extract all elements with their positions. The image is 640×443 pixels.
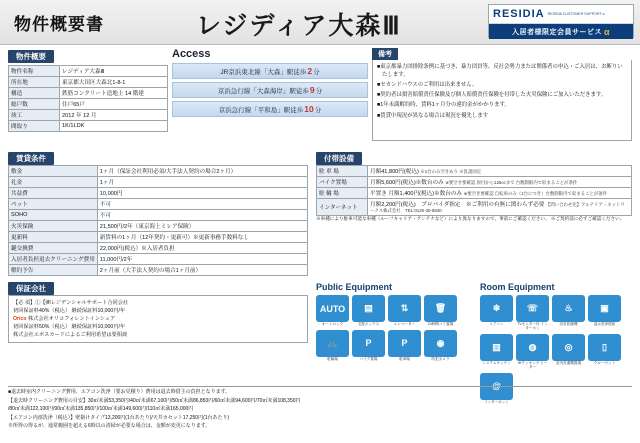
bicycle-parking-icon: 🚲 <box>316 330 349 357</box>
terms-label: 入居者負担退去クリーニング費用 <box>9 254 98 265</box>
terms-title: 賃貸条件 <box>8 152 54 165</box>
orico-company-name: 株式会社オリコフォレントインシュア <box>28 316 116 323</box>
guarantor-title: 保証会社 <box>8 282 54 295</box>
table-row <box>9 188 308 199</box>
remark-text: 東京都暴力団排除条例に基づき、暴力団員等、反社会勢力または関係者の申込・ご入居は、お断りいたします。 <box>380 64 623 79</box>
table-row <box>317 166 632 177</box>
terms-label: 鍵交換費 <box>9 243 98 254</box>
overview-value: 住戸65戸 <box>60 99 168 110</box>
access-minutes: 9 <box>309 85 315 95</box>
equipment-caption: 駐輪場 <box>327 356 338 361</box>
access-station: 「大森」駅 <box>260 69 294 76</box>
terms-label: 更新料 <box>9 232 98 243</box>
facility-value <box>368 177 632 188</box>
footer-notes <box>8 386 632 432</box>
guarantor-line-orico <box>13 315 303 323</box>
terms-value: 不可 <box>97 210 307 221</box>
equipment-caption: バイク置場 <box>359 356 378 361</box>
table-row <box>9 199 308 210</box>
remarks-panel <box>372 48 632 141</box>
access-route <box>172 82 368 98</box>
overview-value: 東京都大田区大森北1-8-1 <box>60 77 168 88</box>
table-row <box>9 221 308 232</box>
overview-label: 間取り <box>9 121 60 132</box>
terms-label: 共益費 <box>9 188 98 199</box>
note-line: ■退去時室内クリーニング費用、エアコン洗浄（要お見積り）費用は退去時借主の負担となります。 <box>8 389 231 395</box>
access-minutes: 2 <box>307 66 313 76</box>
access-station: 「大森海岸」駅 <box>250 88 296 95</box>
overview-table <box>8 65 168 132</box>
equipment-caption: エレベーター <box>393 322 416 326</box>
facility-price: 月額41,800円(税込) <box>370 169 419 175</box>
note-line: 【エアコン内部洗浄（税込）】壁掛けタイプ13,200円(1台あたり)/天井カセット17,250円(1台あたり) <box>8 414 230 421</box>
member-service-badge: 入居者様限定会員サービス <box>511 28 602 36</box>
terms-value: 1ヶ月（保証会社利用必須/大手法人契約の場合2ヶ月） <box>97 166 307 177</box>
terms-value: 10,000円 <box>97 188 307 199</box>
facility-label: 駐 輪 場 <box>317 188 368 199</box>
access-line: JR京浜東北線 <box>220 69 261 76</box>
overview-label: 総戸数 <box>9 99 60 110</box>
residia-logo-subtitle: RESIDIA CUSTOMER SUPPORT α <box>547 11 605 16</box>
facility-label: インターネット <box>317 199 368 216</box>
table-row <box>9 254 308 265</box>
equipment-caption: 駐車場 <box>399 356 410 361</box>
facilities-table <box>316 165 632 216</box>
table-row <box>9 77 168 88</box>
closet-icon: ▯ <box>588 334 621 361</box>
guarantor-line: 株式会社エポスカードによるご利用希望は要相談 <box>13 332 128 339</box>
terms-value: 1ヶ月 <box>97 177 307 188</box>
equipment-caption: クローゼット <box>593 360 616 365</box>
access-walk-label: 徒歩 <box>290 107 304 114</box>
guarantor-line: 初回保証料50%（税込） 継続保証料10,000円/年 <box>13 324 126 331</box>
access-unit: 分 <box>314 107 322 114</box>
table-row <box>9 88 168 99</box>
note-line: ※所得の得るが、通常範囲を超える6時以の清掃が必要な場合は、金額が変更になります。 <box>8 423 211 429</box>
access-minutes: 10 <box>304 104 314 114</box>
delivery-box-icon: ▤ <box>352 295 385 322</box>
access-station: 「平和島」駅 <box>251 107 291 114</box>
facilities-panel <box>316 152 632 223</box>
terms-value: 22,000円(税込）※入居者負担 <box>97 243 307 254</box>
equipment-caption: 宅配ボックス <box>357 322 380 326</box>
facility-value <box>368 199 632 216</box>
air-conditioner-icon: ❄ <box>480 295 513 322</box>
table-row <box>9 121 168 132</box>
list-item: ■契約者は損害賠償責任保険及び個人賠償責任保険を付帯した火災保険にご加入いただきます。 <box>377 92 607 99</box>
table-row <box>317 188 632 199</box>
elevator-icon: ⇅ <box>388 295 421 322</box>
equipment-item <box>516 334 549 370</box>
equipment-caption: オートロック <box>321 322 344 326</box>
internet-icon: @ <box>480 373 513 400</box>
facility-label: バイク置場 <box>317 177 368 188</box>
facility-note: 【問い合わせ先】アルテリア・ネットワークス株式会社 TEL:0120-30-5840 <box>370 202 625 213</box>
equipment-caption: IHクッキング ヒーター <box>517 360 548 369</box>
table-row <box>9 110 168 121</box>
equipment-caption: システムキッチン <box>482 360 511 365</box>
trash-room-icon: 🗑 <box>424 295 457 322</box>
equipment-caption: エアコン <box>489 322 504 326</box>
remark-text: 賃貸中現況が異なる場合は現況を優先します <box>380 112 489 119</box>
equipment-item <box>388 330 421 362</box>
equipment-item <box>480 334 513 370</box>
equipment-caption: 浴室乾燥機 <box>559 322 578 326</box>
table-row <box>317 199 632 216</box>
guarantor-panel <box>8 282 308 343</box>
alpha-icon: α <box>603 26 611 37</box>
facilities-footnote: ※車種により駐車可能な車種（ルーフキャリア・アンテナなど）により異なりますので、事前にご確認ください。 ※ご契約前に必ずご確認ください。 <box>316 216 625 221</box>
washer-space-icon: ◎ <box>552 334 585 361</box>
equipment-item <box>480 295 513 331</box>
intercom-icon: ☏ <box>516 295 549 322</box>
room-equipment-title: Room Equipment <box>480 282 555 292</box>
table-row <box>9 99 168 110</box>
equipment-item <box>424 330 457 362</box>
security-camera-icon: ◉ <box>424 330 457 357</box>
access-unit: 分 <box>313 69 320 76</box>
residia-logo-box <box>488 4 634 38</box>
access-line: 京浜急行線 <box>217 88 251 95</box>
equipment-item <box>388 295 421 327</box>
equipment-caption: 防犯カメラ <box>431 356 450 361</box>
list-item: ■セカンドハウスのご利用は出来ません。 <box>377 82 478 89</box>
document-title: 物件概要書 <box>14 15 104 34</box>
access-route <box>172 101 368 117</box>
equipment-item <box>552 295 585 331</box>
table-row <box>9 66 168 77</box>
overview-title: 物件概要 <box>8 50 54 63</box>
facilities-title: 付帯設備 <box>316 152 362 165</box>
guarantor-line: 初回保証料40%（税込） 継続保証料10,000円/年 <box>13 308 126 315</box>
terms-value: 2ヶ月前（大手法人契約の場合1ヶ月前） <box>97 265 307 276</box>
equipment-item <box>588 334 621 370</box>
equipment-item <box>588 295 621 331</box>
equipment-caption: TVモニター付 インターホン <box>517 322 548 330</box>
system-kitchen-icon: ▥ <box>480 334 513 361</box>
property-name-title: レジディア大森Ⅲ <box>196 12 402 40</box>
list-item: ■賃貸中現況が異なる場合は現況を優先します <box>377 112 489 119</box>
ih-cooker-icon: ◍ <box>516 334 549 361</box>
access-unit: 分 <box>315 88 323 95</box>
table-row <box>9 232 308 243</box>
terms-value: 21,500円/2年（東京海上ミレア保険） <box>97 221 307 232</box>
access-route <box>172 63 368 79</box>
note-line: /80㎡未満122,100円/90㎡未満135,850円/100㎡未満149,600円/110㎡未満165,000円 <box>8 406 194 412</box>
overview-value: 2012 年 12 月 <box>60 110 168 121</box>
access-title: Access <box>172 48 211 60</box>
overview-label: 竣工 <box>9 110 60 121</box>
facility-note: ※要空き要確認 自転車のみ（1台につき）台数制限内で収まることが条件 <box>463 191 607 196</box>
remarks-title: 備考 <box>372 48 398 60</box>
note-line: 【退去時クリーニング費用の目安】30㎡未満53,350円/40㎡未満67,100円/50㎡未満86,850円/60㎡未満94,600円/70㎡未満108,350円 <box>8 397 301 404</box>
overview-value: レジディア大森Ⅲ <box>60 66 168 77</box>
public-equipment-icons <box>316 295 468 362</box>
facility-price: 平置き 月額1,400円(税込)※数台のみ <box>370 191 462 197</box>
facility-note: ※1台のみ空きあり ※汎諸固定 <box>420 169 482 174</box>
remark-text: 1年未満解約時、賃料1ヶ月分の違約金がかかります。 <box>380 102 510 109</box>
access-walk-label: 徒歩 <box>293 69 307 76</box>
equipment-caption: 室内洗濯機置場 <box>555 360 582 365</box>
list-item: ■1年未満解約時、賃料1ヶ月分の違約金がかかります。 <box>377 102 510 109</box>
orico-logo: Orico <box>13 316 27 323</box>
guarantor-body <box>8 295 308 343</box>
terms-label: 礼金 <box>9 177 98 188</box>
facility-price: 月額5,600円(税込)※数台のみ <box>370 180 444 186</box>
equipment-caption: インターネット <box>484 399 509 404</box>
terms-value: 新賃料の1ヶ月（12年契約・更新可）※更新事務手数料なし <box>97 232 307 243</box>
public-equipment-title: Public Equipment <box>316 282 393 292</box>
terms-label: ペット <box>9 199 98 210</box>
facility-value <box>368 188 632 199</box>
overview-label: 物件名称 <box>9 66 60 77</box>
list-item: ■東京都暴力団排除条例に基づき、暴力団員等、反社会勢力または関係者の申込・ご入居は、お断りいたします。 <box>377 64 623 79</box>
facility-price: 月額2,200円(税込) プロバイダ指定 ※ご利用の有無に関わらず必要 <box>370 202 545 208</box>
document-header <box>0 0 640 45</box>
remark-text: 契約者は損害賠償責任保険及び個人賠償責任保険を付帯した火災保険にご加入いただきます。 <box>380 92 607 99</box>
overview-label: 構造 <box>9 88 60 99</box>
table-row <box>9 210 308 221</box>
terms-value: 不可 <box>97 199 307 210</box>
bath-dryer-icon: ♨ <box>552 295 585 322</box>
equipment-item <box>352 330 385 362</box>
facility-note: ※要空き要確認 原付から125ccまで 台数制限内で収まることが条件 <box>445 180 578 185</box>
bike-parking-icon: P <box>352 330 385 357</box>
overview-value: 1K/1LDK <box>60 121 168 132</box>
equipment-item <box>516 295 549 331</box>
guarantor-line: 【必 須】①【㈱レジデンシャルサポート合同会社 <box>13 300 129 306</box>
terms-label: 火災保険 <box>9 221 98 232</box>
overview-value: 鉄筋コンクリート造地上 14 階建 <box>60 88 168 99</box>
equipment-item <box>316 330 349 362</box>
terms-label: 解約予告 <box>9 265 98 276</box>
terms-table <box>8 165 308 276</box>
access-walk-label: 徒歩 <box>295 88 309 95</box>
washlet-icon: ▣ <box>588 295 621 322</box>
equipment-item <box>316 295 349 327</box>
terms-label: SOHO <box>9 210 98 221</box>
remarks-list <box>372 60 632 141</box>
table-row <box>9 265 308 276</box>
auto-lock-icon: AUTO <box>316 295 349 322</box>
residia-logo: RESIDIA <box>493 8 545 20</box>
facility-value <box>368 166 632 177</box>
equipment-item <box>552 334 585 370</box>
table-row <box>9 243 308 254</box>
overview-label: 所在地 <box>9 77 60 88</box>
car-parking-icon: P <box>388 330 421 357</box>
terms-panel <box>8 152 308 276</box>
table-row <box>9 166 308 177</box>
terms-label: 敷金 <box>9 166 98 177</box>
table-row <box>317 177 632 188</box>
terms-value: 11,000円/2年 <box>97 254 307 265</box>
remark-text: セカンドハウスのご利用は出来ません。 <box>380 82 478 89</box>
equipment-item <box>352 295 385 327</box>
access-panel <box>172 48 368 120</box>
equipment-item <box>424 295 457 327</box>
table-row <box>9 177 308 188</box>
access-line: 京浜急行線 <box>218 107 252 114</box>
facility-label: 駐 車 場 <box>317 166 368 177</box>
equipment-caption: 24時間ゴミ置場 <box>427 322 454 326</box>
equipment-caption: 温水洗浄便座 <box>593 322 616 326</box>
overview-panel <box>8 50 168 132</box>
